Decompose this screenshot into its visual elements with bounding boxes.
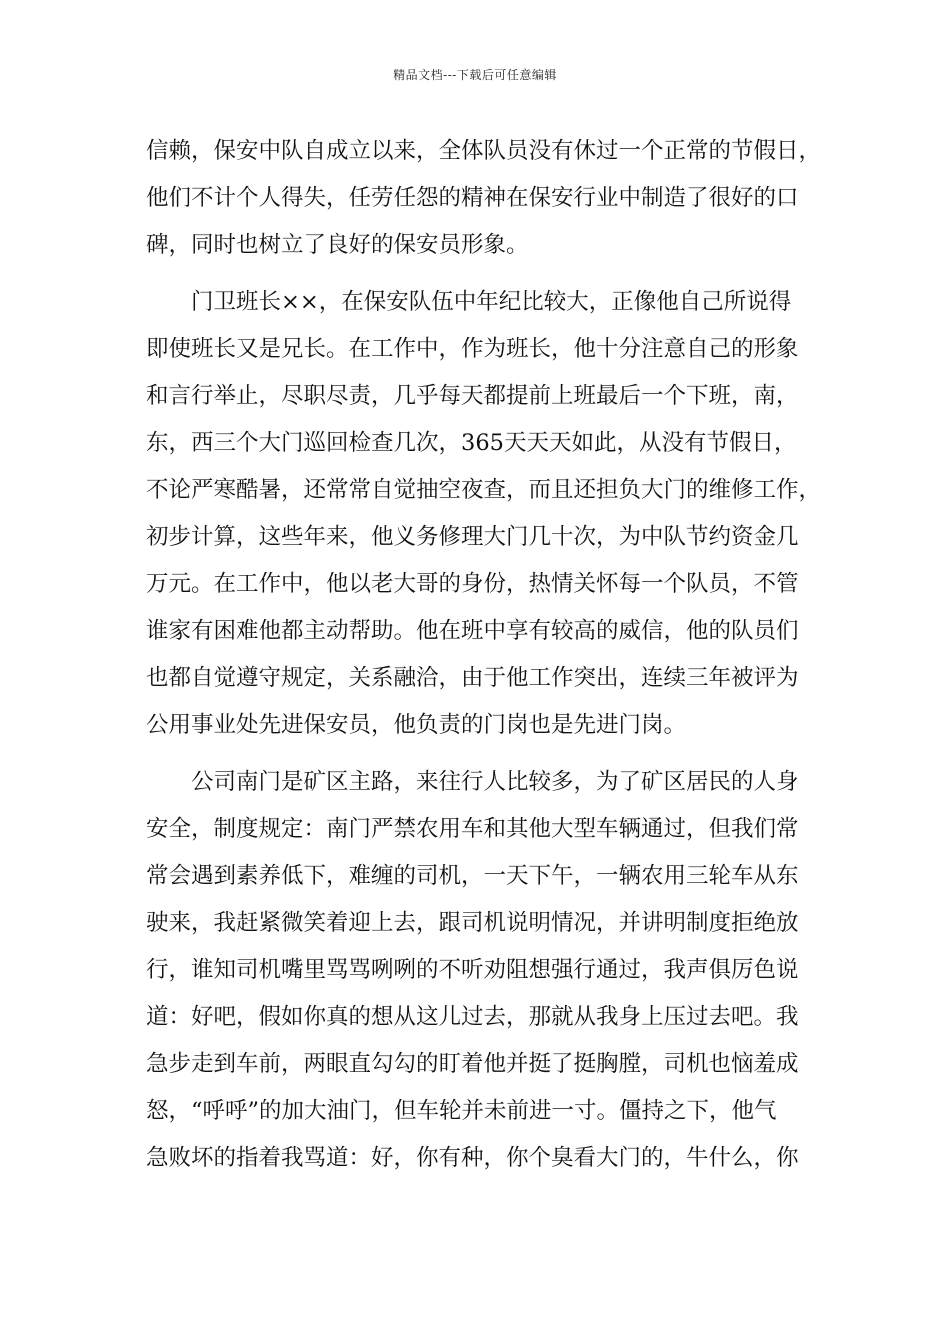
text-line: 也都自觉遵守规定，关系融洽，由于他工作突出，连续三年被评为 [146, 665, 799, 691]
text-line: 不论严寒酷暑，还常常自觉抽空夜查，而且还担负大门的维修工作， [146, 477, 822, 503]
text-line: 初步计算，这些年来，他义务修理大门几十次，为中队节约资金几 [146, 524, 799, 550]
text-line: 急败坏的指着我骂道：好，你有种，你个臭看大门的，牛什么，你 [146, 1145, 799, 1171]
text-line: 安全，制度规定：南门严禁农用车和其他大型车辆通过，但我们常 [146, 816, 799, 842]
paragraph-2 [146, 279, 826, 749]
document-body [146, 128, 826, 1182]
text-line: 万元。在工作中，他以老大哥的身份，热情关怀每一个队员，不管 [146, 571, 799, 597]
text-line: 即使班长又是兄长。在工作中，作为班长，他十分注意自己的形象 [146, 336, 799, 362]
text-line: 道：好吧，假如你真的想从这儿过去，那就从我身上压过去吧。我 [146, 1004, 799, 1030]
text-line: 碑，同时也树立了良好的保安员形象。 [146, 232, 529, 258]
text-line: 公司南门是矿区主路，来往行人比较多，为了矿区居民的人身 [146, 769, 799, 795]
paragraph-3 [146, 759, 826, 1182]
text-line: 怒，“呼呼”的加大油门，但车轮并未前进一寸。僵持之下，他气 [146, 1098, 777, 1124]
text-line: 门卫班长××，在保安队伍中年纪比较大，正像他自己所说得 [146, 289, 792, 315]
text-line: 谁家有困难他都主动帮助。他在班中享有较高的威信，他的队员们 [146, 618, 799, 644]
page-header: 精品文档---下载后可任意编辑 [393, 68, 557, 82]
paragraph-1 [146, 128, 826, 269]
text-line: 行，谁知司机嘴里骂骂咧咧的不听劝阻想强行通过，我声俱厉色说 [146, 957, 799, 983]
text-line: 信赖，保安中队自成立以来，全体队员没有休过一个正常的节假日， [146, 138, 822, 164]
text-line: 东，西三个大门巡回检查几次，365天天天如此，从没有节假日， [146, 430, 797, 456]
text-line: 常会遇到素养低下，难缠的司机，一天下午，一辆农用三轮车从东 [146, 863, 799, 889]
text-line: 驶来，我赶紧微笑着迎上去，跟司机说明情况，并讲明制度拒绝放 [146, 910, 799, 936]
text-line: 急步走到车前，两眼直勾勾的盯着他并挺了挺胸膛，司机也恼羞成 [146, 1051, 799, 1077]
text-line: 和言行举止，尽职尽责，几乎每天都提前上班最后一个下班，南， [146, 383, 799, 409]
text-line: 公用事业处先进保安员，他负责的门岗也是先进门岗。 [146, 712, 687, 738]
text-line: 他们不计个人得失，任劳任怨的精神在保安行业中制造了很好的口 [146, 185, 799, 211]
